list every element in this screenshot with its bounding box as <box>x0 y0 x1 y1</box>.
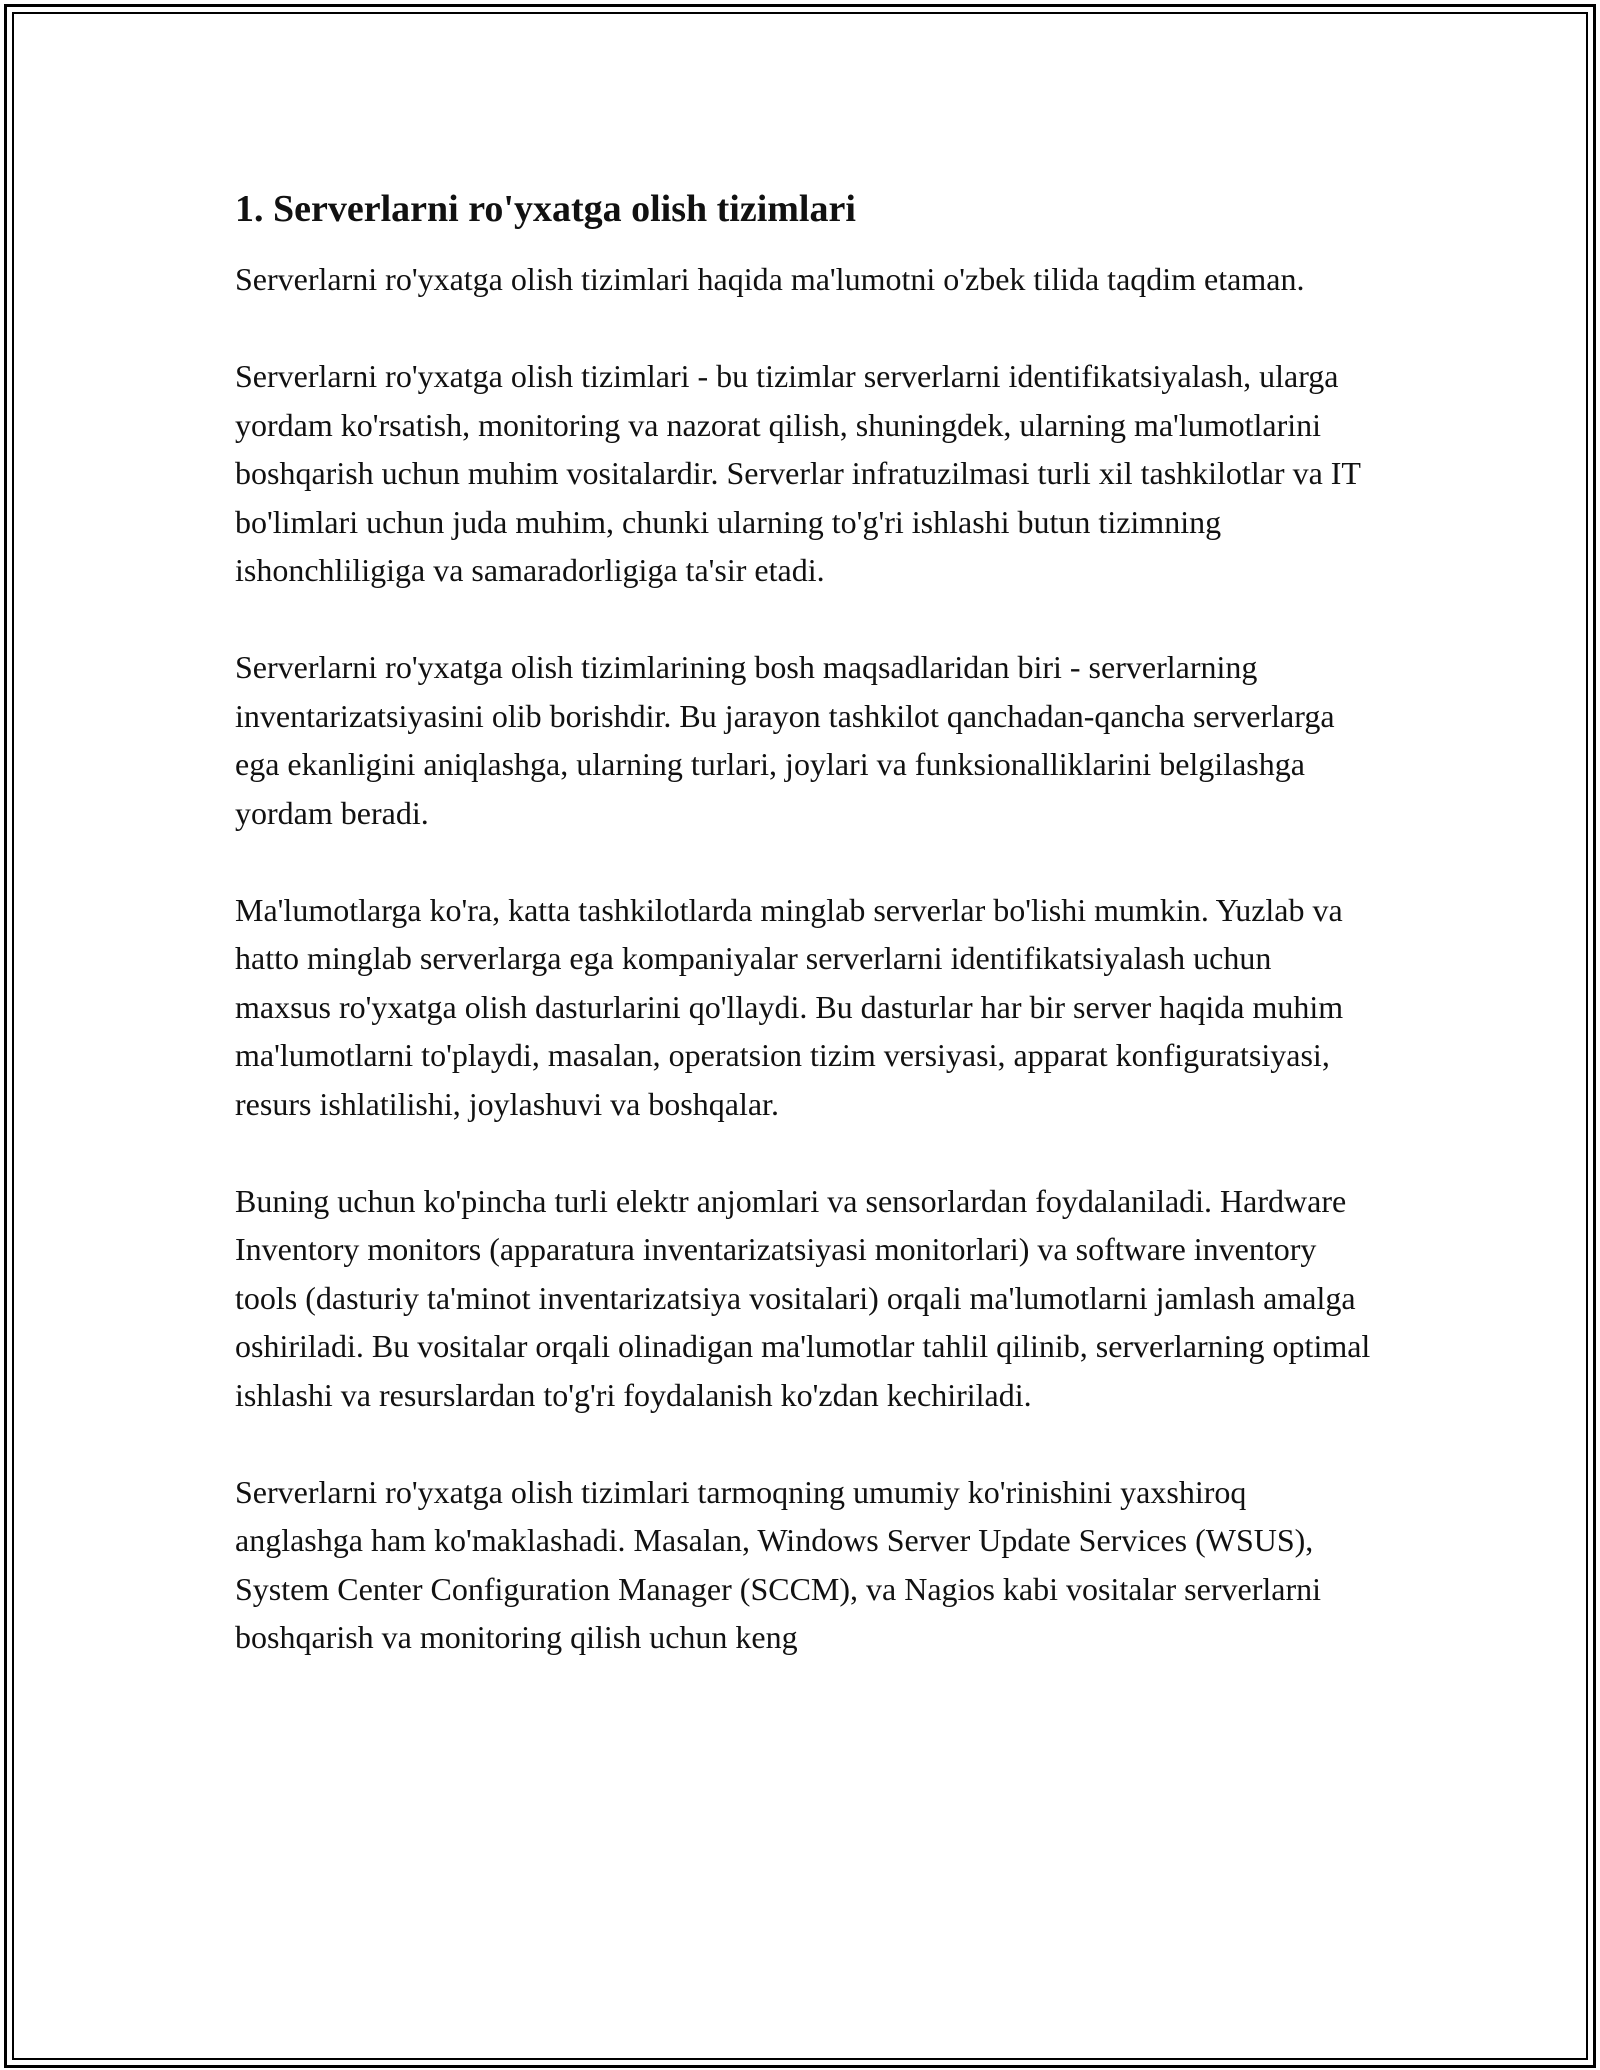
section-heading: 1. Serverlarni ro'yxatga olish tizimlari <box>235 188 856 230</box>
paragraph-inventory-goal: Serverlarni ro'yxatga olish tizimlarining bosh maqsadlaridan biri - serverlarning inventarizatsiyasini olib borishdir. Bu jarayon tashkilot qanchadan-qancha serverlarga ega ekanligini aniqlashga, ularning turlari, joylari va funksionalliklarini belgilashga yordam beradi. <box>235 649 1335 831</box>
document-body <box>235 185 1375 1710</box>
paragraph-network-overview: Serverlarni ro'yxatga olish tizimlari tarmoqning umumiy ko'rinishini yaxshiroq anglashga ham ko'maklashadi. Masalan, Windows Server Update Services (WSUS), System Center Configuration Manager (SCCM), va Nagios kabi vositalar serverlarni boshqarish va monitoring qilish uchun keng <box>235 1473 1321 1655</box>
paragraph-large-organizations: Ma'lumotlarga ko'ra, katta tashkilotlarda minglab serverlar bo'lishi mumkin. Yuzlab va hatto minglab serverlarga ega kompaniyalar serverlarni identifikatsiyalash uchun maxsus ro'yxatga olish dasturlarini qo'llaydi. Bu dasturlar har bir server haqida muhim ma'lumotlarni to'playdi, masalan, operatsion tizim versiyasi, apparat konfiguratsiyasi, resurs ishlatilishi, joylashuvi va boshqalar. <box>235 891 1344 1122</box>
paragraph-intro: Serverlarni ro'yxatga olish tizimlari haqida ma'lumotni o'zbek tilida taqdim etaman. <box>235 261 1305 297</box>
paragraph-tools: Buning uchun ko'pincha turli elektr anjomlari va sensorlardan foydalaniladi. Hardware Inventory monitors (apparatura inventarizatsiyasi monitorlari) va software inventory tools (dasturiy ta'minot inventarizatsiya vositalari) orqali ma'lumotlarni jamlash amalga oshiriladi. Bu vositalar orqali olinadigan ma'lumotlar tahlil qilinib, serverlarning optimal ishlashi va resurslardan to'g'ri foydalanish ko'zdan kechiriladi. <box>235 1182 1371 1413</box>
paragraph-definition: Serverlarni ro'yxatga olish tizimlari - bu tizimlar serverlarni identifikatsiyalash, ularga yordam ko'rsatish, monitoring va nazorat qilish, shuningdek, ularning ma'lumotlarini boshqarish uchun muhim vositalardir. Serverlar infratuzilmasi turli xil tashkilotlar va IT bo'limlari uchun juda muhim, chunki ularning to'g'ri ishlashi butun tizimning ishonchliligiga va samaradorligiga ta'sir etadi. <box>235 358 1361 588</box>
